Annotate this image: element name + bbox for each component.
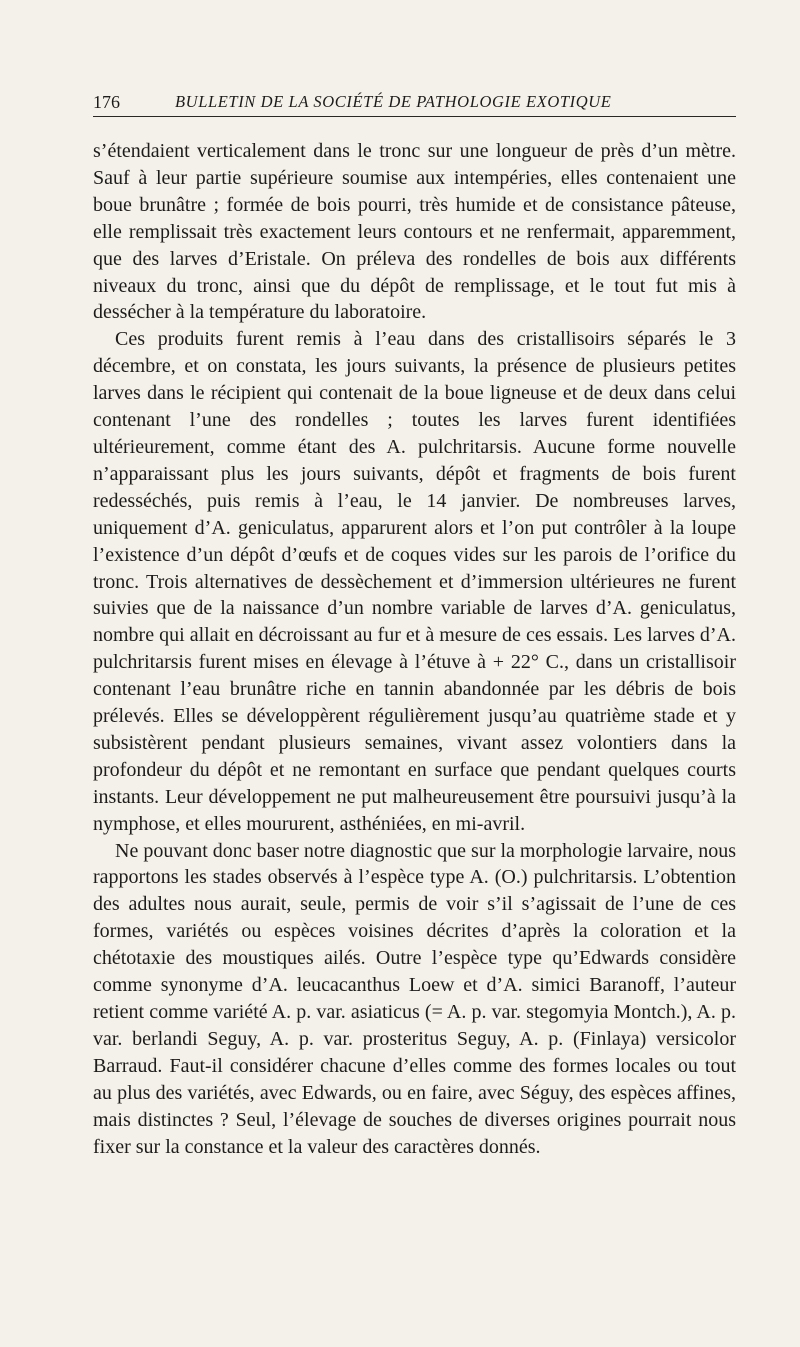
body-text (93, 138, 736, 1160)
paragraph-2: Ces produits furent remis à l’eau dans des cristallisoirs séparés le 3 décembre, et on constata, les jours suivants, la présence de plusieurs petites larves dans le récipient qui contenait de la boue ligneuse et de deux dans celui contenant l’une des rondelles ; toutes les larves furent identifiées ultérieurement, comme étant des A. pulchritarsis. Aucune forme nouvelle n’apparaissant plus les jours suivants, dépôt et fragments de bois furent redesséchés, puis remis à l’eau, le 14 janvier. De nombreuses larves, uniquement d’A. geniculatus, apparurent alors et l’on put contrôler à la loupe l’existence d’un dépôt d’œufs et de coques vides sur les parois de l’orifice du tronc. Trois alternatives de dessèchement et d’immersion ultérieures ne furent suivies que de la naissance d’un nombre variable de larves d’A. geniculatus, nombre qui allait en décroissant au fur et à mesure de ces essais. Les larves d’A. pulchritarsis furent mises en élevage à l’étuve à + 22° C., dans un cristallisoir contenant l’eau brunâtre riche en tannin abandonnée par les débris de bois prélevés. Elles se développèrent régulièrement jusqu’au quatrième stade et y subsistèrent pendant plusieurs semaines, vivant assez volontiers dans la profondeur du dépôt et ne remontant en surface que pendant quelques courts instants. Leur développement ne put malheureusement être poursuivi jusqu’à la nymphose, et elles moururent, asthéniées, en mi-avril. (93, 328, 736, 835)
journal-title: BULLETIN DE LA SOCIÉTÉ DE PATHOLOGIE EXOTIQUE (175, 92, 612, 111)
running-head (93, 90, 736, 117)
page-number: 176 (93, 92, 120, 112)
paragraph-3: Ne pouvant donc baser notre diagnostic que sur la morphologie larvaire, nous rapportons les stades observés à l’espèce type A. (O.) pulchritarsis. L’obtention des adultes nous aurait, seule, permis de voir s’il s’agissait de l’une de ces formes, variétés ou espèces voisines décrites d’après la coloration et la chétotaxie des moustiques ailés. Outre l’espèce type qu’Edwards considère comme synonyme d’A. leucacanthus Loew et d’A. simici Baranoff, l’auteur retient comme variété A. p. var. asiaticus (= A. p. var. stegomyia Montch.), A. p. var. berlandi Seguy, A. p. var. prosteritus Seguy, A. p. (Finlaya) versicolor Barraud. Faut-il considérer chacune d’elles comme des formes locales ou tout au plus des variétés, avec Edwards, ou en faire, avec Séguy, des espèces affines, mais distinctes ? Seul, l’élevage de souches de diverses origines pourrait nous fixer sur la constance et la valeur des caractères donnés. (93, 839, 736, 1158)
paragraph-1: s’étendaient verticalement dans le tronc sur une longueur de près d’un mètre. Sauf à leur partie supérieure soumise aux intempéries, elles contenaient une boue brunâtre ; formée de bois pourri, très humide et de consistance pâteuse, elle remplissait très exactement leurs contours et ne renfermait, apparemment, que des larves d’Eristale. On préleva des rondelles de bois aux différents niveaux du tronc, ainsi que du dépôt de remplissage, et le tout fut mis à dessécher à la température du laboratoire. (93, 140, 736, 324)
